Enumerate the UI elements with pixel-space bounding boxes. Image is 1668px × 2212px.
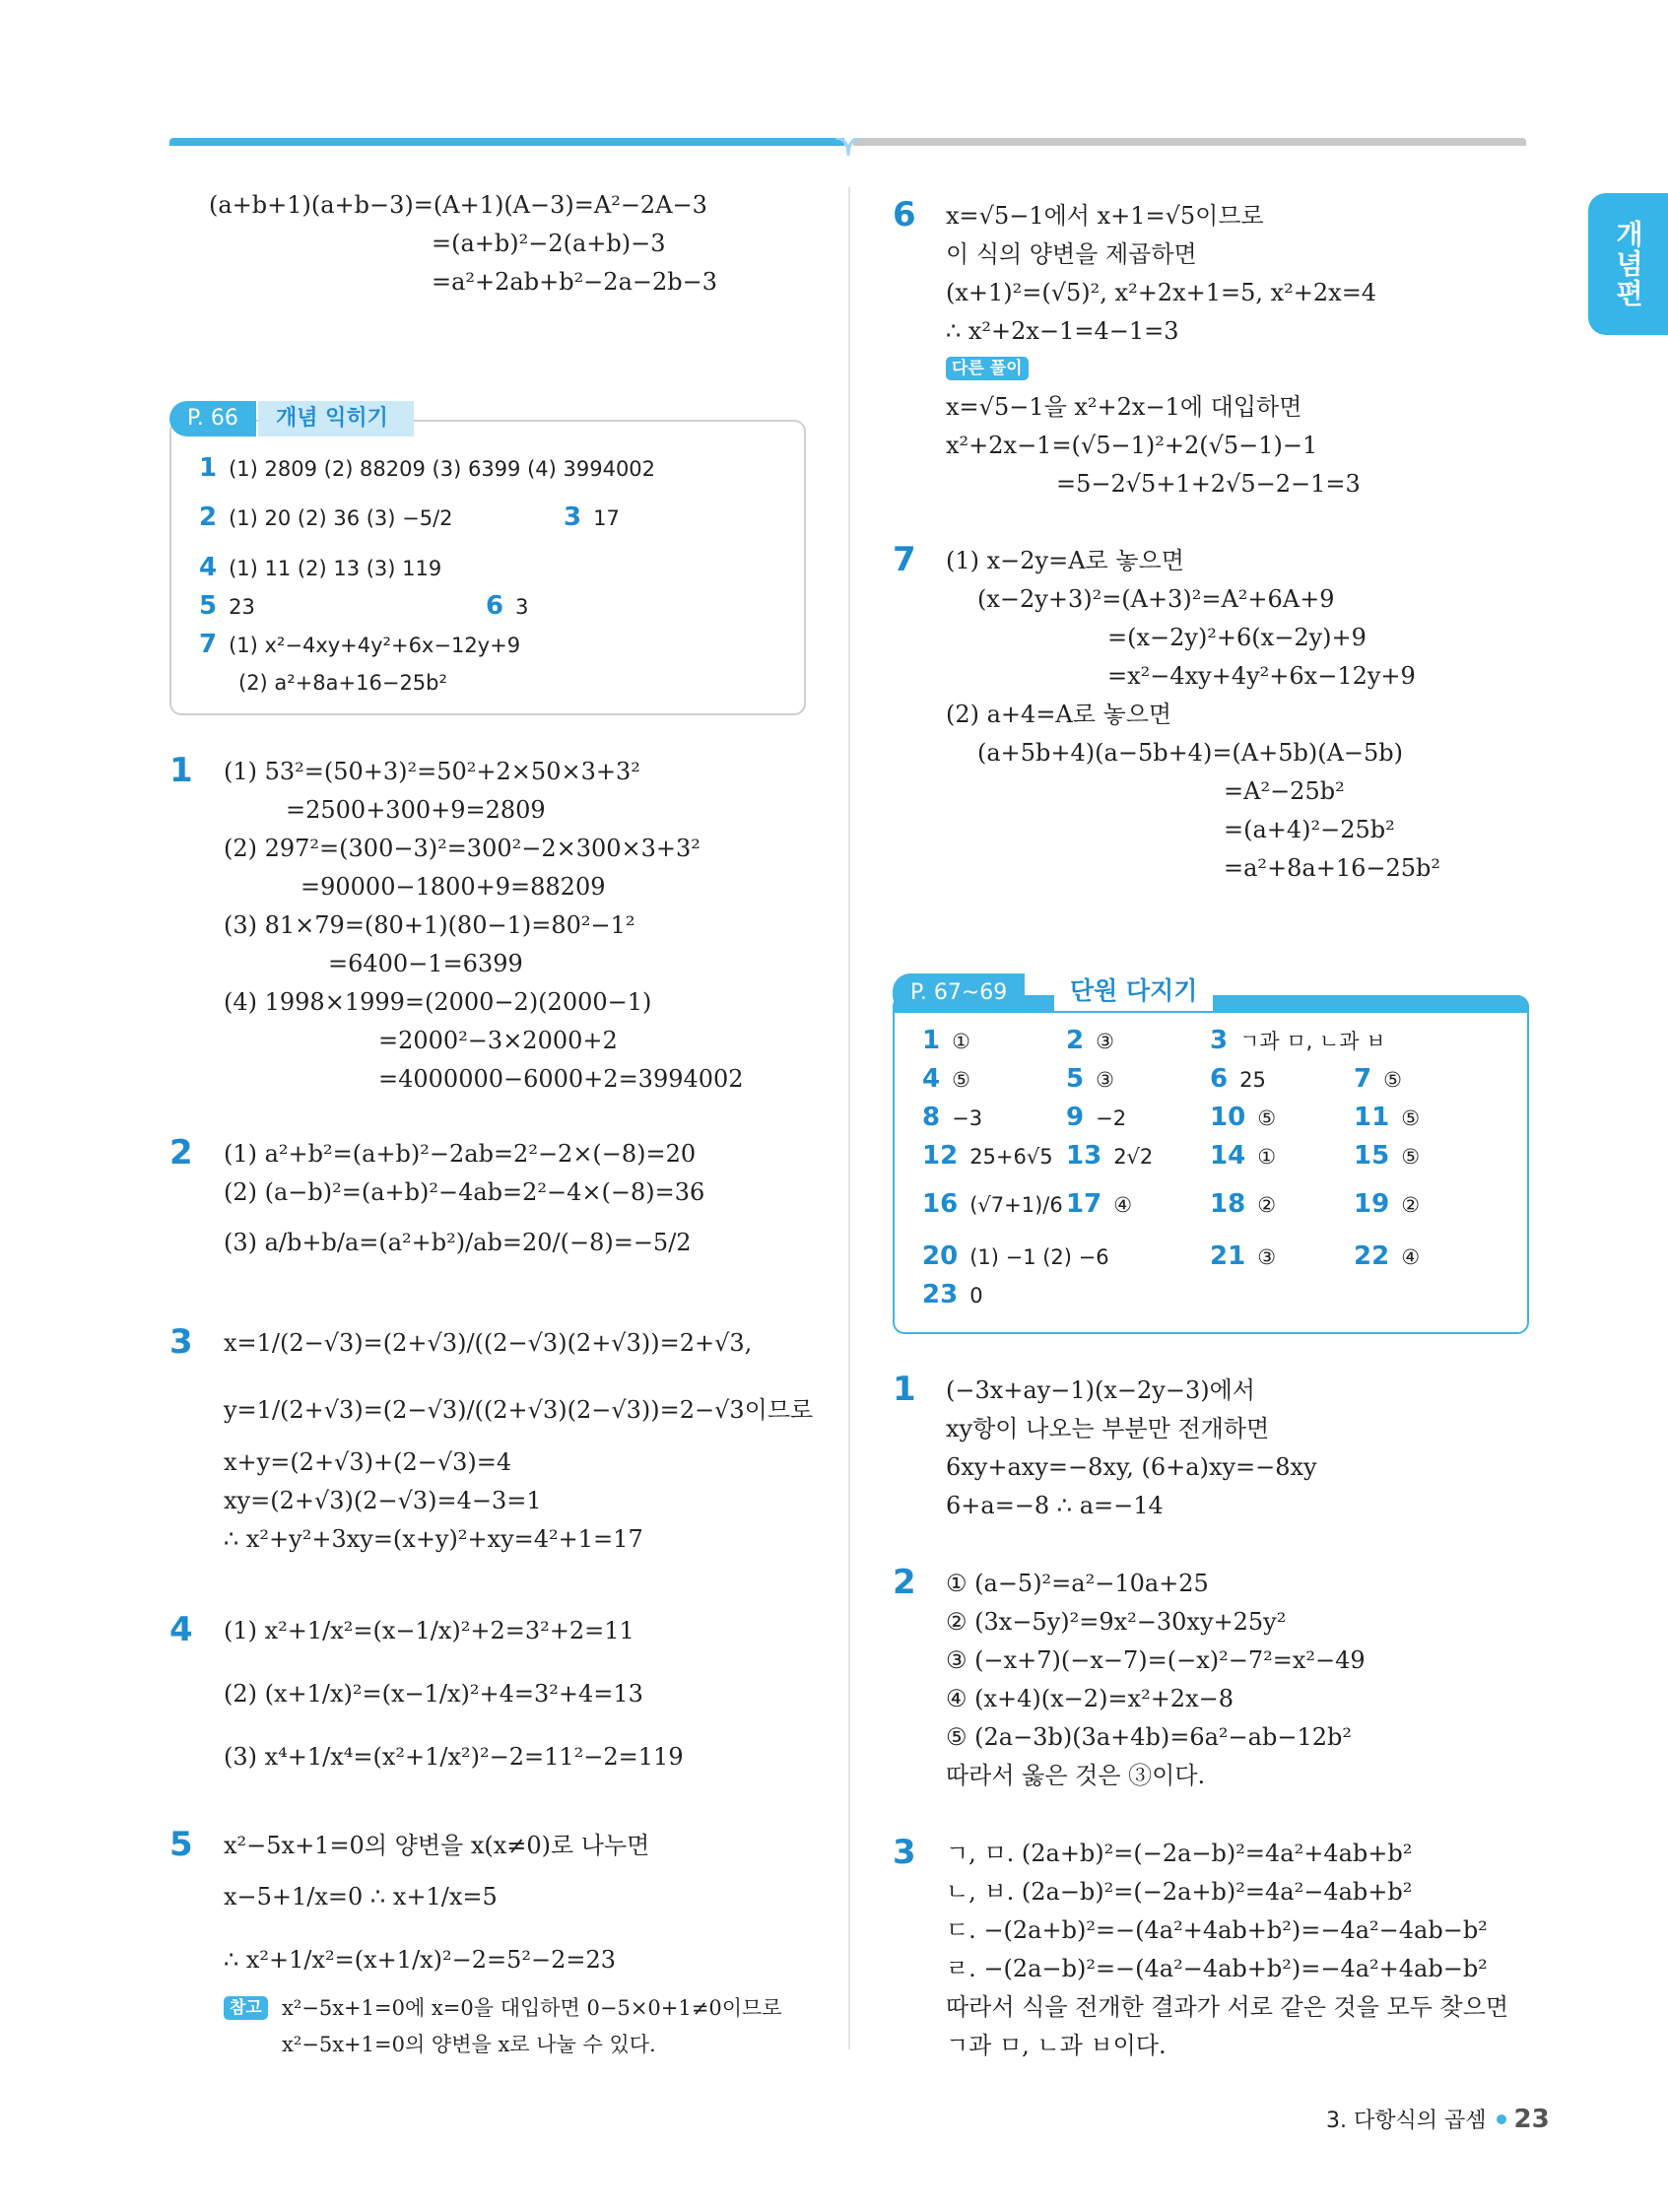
- review-answer: 14 ①: [1210, 1141, 1277, 1171]
- solution-line: =A²−25b²: [1224, 777, 1345, 805]
- solution-line: (x+1)²=(√5)², x²+2x+1=5, x²+2x=4: [946, 279, 1377, 306]
- solution-line: (x−2y+3)²=(A+3)²=A²+6A+9: [977, 585, 1335, 613]
- solution-line: (1) 53²=(50+3)²=50²+2×50×3+3²: [224, 758, 640, 785]
- review-answer: 7 ⑤: [1354, 1064, 1402, 1094]
- solution-line: ㄱ과 ㅁ, ㄴ과 ㅂ이다.: [946, 2032, 1167, 2059]
- solution-line: ∴ x²+y²+3xy=(x+y)²+xy=4²+1=17: [224, 1525, 643, 1553]
- solution-line: 이 식의 양변을 제곱하면: [946, 240, 1197, 268]
- intro-line: =(a+b)²−2(a+b)−3: [432, 230, 666, 257]
- review-answer: 6 25: [1210, 1064, 1266, 1094]
- review-answer: 23 0: [922, 1280, 983, 1309]
- solution-line: (2) a+4=A로 놓으면: [946, 701, 1172, 728]
- solution-line: (4) 1998×1999=(2000−2)(2000−1): [224, 988, 652, 1016]
- concept-answer: 2 (1) 20 (2) 36 (3) −5/2: [199, 503, 453, 532]
- question-number: 2: [893, 1563, 916, 1602]
- solution-line: =a²+8a+16−25b²: [1224, 854, 1441, 882]
- solution-line: (3) a/b+b/a=(a²+b²)/ab=20/(−8)=−5/2: [224, 1229, 692, 1256]
- review-answer: 15 ⑤: [1354, 1141, 1421, 1171]
- page-footer: [1326, 2104, 1550, 2134]
- solution-line: ㄱ, ㅁ. (2a+b)²=(−2a−b)²=4a²+4ab+b²: [946, 1840, 1413, 1867]
- alt-solution-badge: 다른 풀이: [946, 357, 1029, 380]
- concept-box-page: P. 66: [169, 401, 256, 436]
- concept-answer: 4 (1) 11 (2) 13 (3) 119: [199, 553, 442, 582]
- note-line: x²−5x+1=0의 양변을 x로 나눌 수 있다.: [282, 2033, 656, 2056]
- solution-line: 따라서 식을 전개한 결과가 서로 같은 것을 모두 찾으면: [946, 1993, 1509, 2021]
- solution-line: =4000000−6000+2=3994002: [378, 1065, 744, 1093]
- solution-line: ㄷ. −(2a+b)²=−(4a²+4ab+b²)=−4a²−4ab−b²: [946, 1916, 1488, 1944]
- column-divider: [848, 187, 850, 2049]
- solution-line: x²+2x−1=(√5−1)²+2(√5−1)−1: [946, 432, 1318, 459]
- review-answer: 5 ③: [1066, 1064, 1114, 1094]
- side-tab[interactable]: 개념편: [1588, 193, 1668, 335]
- concept-answer: (2) a²+8a+16−25b²: [238, 671, 447, 695]
- solution-line: ③ (−x+7)(−x−7)=(−x)²−7²=x²−49: [946, 1646, 1366, 1674]
- review-answer: 18 ②: [1210, 1189, 1277, 1219]
- solution-line: ∴ x²+1/x²=(x+1/x)²−2=5²−2=23: [224, 1946, 617, 1974]
- solution-line: (2) (x+1/x)²=(x−1/x)²+4=3²+4=13: [224, 1680, 643, 1708]
- question-number: 7: [893, 540, 916, 579]
- solution-line: ④ (x+4)(x−2)=x²+2x−8: [946, 1685, 1234, 1712]
- solution-line: =90000−1800+9=88209: [300, 873, 606, 901]
- question-number: 2: [169, 1133, 193, 1173]
- page-number: 23: [1513, 2105, 1550, 2134]
- review-answer: 16 (√7+1)/6: [922, 1189, 1063, 1219]
- review-answer: 21 ③: [1210, 1241, 1277, 1271]
- question-number: 1: [169, 751, 193, 790]
- chapter-title: 3. 다항식의 곱셈: [1326, 2109, 1487, 2133]
- review-answer: 22 ④: [1354, 1241, 1421, 1271]
- review-answer: 3 ㄱ과 ㅁ, ㄴ과 ㅂ: [1210, 1026, 1386, 1055]
- review-answer: 4 ⑤: [922, 1064, 970, 1094]
- review-answer: 1 ①: [922, 1026, 970, 1055]
- review-box-page: P. 67~69: [893, 973, 1025, 1013]
- solution-line: (1) x²+1/x²=(x−1/x)²+2=3²+2=11: [224, 1617, 634, 1644]
- footer-dot: [1497, 2114, 1506, 2124]
- solution-line: (1) a²+b²=(a+b)²−2ab=2²−2×(−8)=20: [224, 1140, 697, 1168]
- review-answer: 11 ⑤: [1354, 1103, 1421, 1132]
- solution-line: x=1/(2−√3)=(2+√3)/((2−√3)(2+√3))=2+√3,: [224, 1329, 753, 1357]
- solution-line: =6400−1=6399: [328, 950, 523, 977]
- review-answer: 2 ③: [1066, 1026, 1114, 1055]
- concept-answer: 7 (1) x²−4xy+4y²+6x−12y+9: [199, 630, 521, 659]
- solution-line: 6xy+axy=−8xy, (6+a)xy=−8xy: [946, 1453, 1317, 1481]
- solution-line: x=√5−1을 x²+2x−1에 대입하면: [946, 393, 1302, 421]
- solution-line: x=√5−1에서 x+1=√5이므로: [946, 202, 1264, 230]
- concept-answer: 1 (1) 2809 (2) 88209 (3) 6399 (4) 3994002: [199, 453, 656, 483]
- review-answer: 17 ④: [1066, 1189, 1133, 1219]
- solution-line: x+y=(2+√3)+(2−√3)=4: [224, 1448, 512, 1476]
- solution-line: ㄹ. −(2a−b)²=−(4a²−4ab+b²)=−4a²+4ab−b²: [946, 1955, 1488, 1982]
- solution-line: (−3x+ay−1)(x−2y−3)에서: [946, 1376, 1255, 1404]
- solution-line: =(x−2y)²+6(x−2y)+9: [1107, 624, 1367, 651]
- concept-box-title: 개념 익히기: [258, 401, 414, 436]
- solution-line: ⑤ (2a−3b)(3a+4b)=6a²−ab−12b²: [946, 1723, 1352, 1751]
- solution-line: (a+5b+4)(a−5b+4)=(A+5b)(A−5b): [977, 739, 1404, 767]
- solution-line: xy=(2+√3)(2−√3)=4−3=1: [224, 1487, 542, 1514]
- solution-line: =x²−4xy+4y²+6x−12y+9: [1107, 662, 1416, 690]
- solution-line: x²−5x+1=0의 양변을 x(x≠0)로 나누면: [224, 1832, 650, 1859]
- solution-line: (3) x⁴+1/x⁴=(x²+1/x²)²−2=11²−2=119: [224, 1743, 684, 1771]
- solution-line: =2500+300+9=2809: [286, 796, 546, 824]
- question-number: 1: [893, 1370, 916, 1409]
- question-number: 5: [169, 1825, 193, 1864]
- solution-line: 6+a=−8 ∴ a=−14: [946, 1492, 1164, 1519]
- concept-answer: 5 23: [199, 591, 255, 621]
- top-bar-right: [853, 138, 1526, 146]
- solution-line: 따라서 옳은 것은 ③이다.: [946, 1762, 1206, 1789]
- intro-line: (a+b+1)(a+b−3)=(A+1)(A−3)=A²−2A−3: [209, 191, 707, 219]
- review-answer: 20 (1) −1 (2) −6: [922, 1241, 1109, 1271]
- review-answer: 8 −3: [922, 1103, 983, 1132]
- review-answer: 19 ②: [1354, 1189, 1421, 1219]
- note-line: x²−5x+1=0에 x=0을 대입하면 0−5×0+1≠0이므로: [282, 1996, 782, 2020]
- solution-line: x−5+1/x=0 ∴ x+1/x=5: [224, 1883, 498, 1910]
- top-bar-left: [169, 138, 844, 146]
- note-badge: 참고: [224, 1996, 268, 2020]
- solution-line: =2000²−3×2000+2: [378, 1027, 618, 1054]
- question-number: 6: [893, 195, 916, 235]
- review-answer: 12 25+6√5: [922, 1141, 1053, 1171]
- solution-line: ① (a−5)²=a²−10a+25: [946, 1570, 1209, 1597]
- concept-answer: 6 3: [486, 591, 529, 621]
- review-answer: 10 ⑤: [1210, 1103, 1277, 1132]
- intro-line: =a²+2ab+b²−2a−2b−3: [432, 268, 717, 296]
- review-box-title: 단원 다지기: [1054, 972, 1213, 1011]
- question-number: 3: [169, 1322, 193, 1362]
- solution-line: =(a+4)²−25b²: [1224, 816, 1395, 843]
- solution-line: ∴ x²+2x−1=4−1=3: [946, 317, 1179, 345]
- solution-line: =5−2√5+1+2√5−2−1=3: [1056, 470, 1361, 498]
- question-number: 3: [893, 1833, 916, 1872]
- solution-line: (1) x−2y=A로 놓으면: [946, 547, 1184, 574]
- top-bar-notch: [835, 138, 861, 160]
- solution-line: ㄴ, ㅂ. (2a−b)²=(−2a+b)²=4a²−4ab+b²: [946, 1878, 1413, 1906]
- solution-line: (2) 297²=(300−3)²=300²−2×300×3+3²: [224, 835, 701, 862]
- solution-line: ② (3x−5y)²=9x²−30xy+25y²: [946, 1608, 1287, 1636]
- question-number: 4: [169, 1610, 193, 1649]
- solution-line: (2) (a−b)²=(a+b)²−4ab=2²−4×(−8)=36: [224, 1178, 705, 1206]
- review-answer: 13 2√2: [1066, 1141, 1154, 1171]
- review-answer: 9 −2: [1066, 1103, 1127, 1132]
- solution-line: (3) 81×79=(80+1)(80−1)=80²−1²: [224, 911, 635, 939]
- concept-answer: 3 17: [564, 503, 620, 532]
- solution-line: y=1/(2+√3)=(2−√3)/((2+√3)(2−√3))=2−√3이므로: [224, 1396, 814, 1424]
- solution-line: xy항이 나오는 부분만 전개하면: [946, 1415, 1270, 1442]
